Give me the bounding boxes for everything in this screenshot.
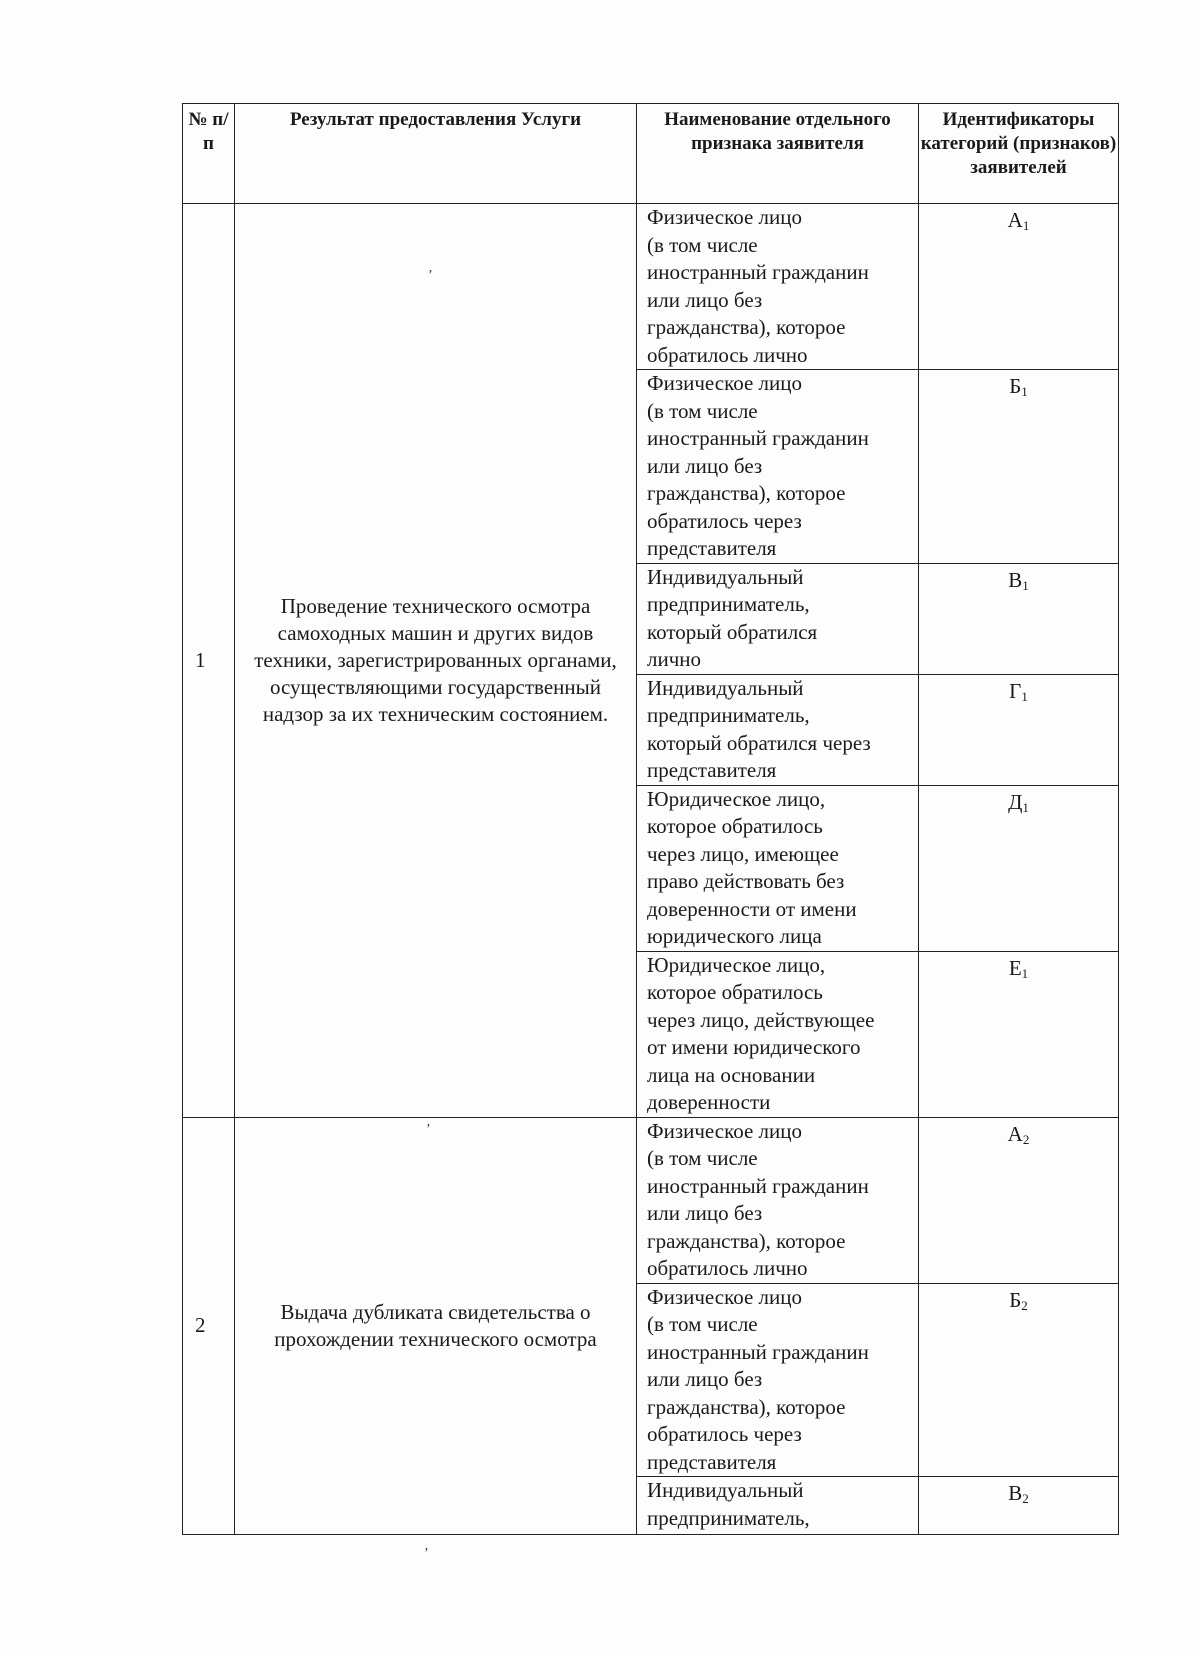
category-identifier bbox=[919, 1477, 1119, 1535]
header-attribute: Наименование отдельного признака заявителя bbox=[637, 104, 919, 204]
identifier-index: 1 bbox=[1022, 218, 1030, 233]
header-identifiers: Идентификаторы категорий (признаков) заявителей bbox=[919, 104, 1119, 204]
table-row bbox=[183, 204, 1119, 370]
identifier-index: 2 bbox=[1022, 1491, 1029, 1506]
service-result: Выдача дубликата свидетельства о прохождении технического осмотра bbox=[235, 1117, 637, 1535]
identifier-letter: Б bbox=[1009, 374, 1022, 398]
applicant-attribute: Юридическое лицо, которое обратилось через лицо, действующее от имени юридического лица на основании доверенности bbox=[637, 951, 919, 1117]
table-row bbox=[183, 1117, 1119, 1283]
identifier-letter: Д bbox=[1008, 789, 1023, 814]
identifier-index: 1 bbox=[1021, 688, 1028, 704]
applicant-attribute: Физическое лицо (в том числе иностранный гражданин или лицо без гражданства), которое обратилось через представителя bbox=[637, 1283, 919, 1477]
identifier-index: 1 bbox=[1022, 799, 1029, 815]
scan-speck: ʼ bbox=[428, 268, 433, 283]
identifier-letter: В bbox=[1008, 1481, 1023, 1505]
identifier-index: 1 bbox=[1022, 577, 1029, 593]
scan-speck: ʼ bbox=[424, 1546, 429, 1561]
identifier-index: 2 bbox=[1021, 1297, 1028, 1313]
service-result: Проведение технического осмотра самоходных машин и других видов техники, зарегистрированных органами, осуществляющими государственный надзор за их техническим состоянием. bbox=[235, 204, 637, 1118]
category-identifier bbox=[919, 563, 1119, 674]
identifier-index: 2 bbox=[1022, 1131, 1030, 1147]
identifier-letter: А bbox=[1007, 208, 1023, 232]
row-number: 1 bbox=[183, 204, 235, 1118]
applicant-categories-table bbox=[182, 103, 1119, 1535]
category-identifier bbox=[919, 370, 1119, 564]
applicant-attribute: Физическое лицо (в том числе иностранный гражданин или лицо без гражданства), которое обратилось через представителя bbox=[637, 370, 919, 564]
category-identifier bbox=[919, 1117, 1119, 1283]
applicant-attribute: Физическое лицо (в том числе иностранный гражданин или лицо без гражданства), которое обратилось лично bbox=[637, 1117, 919, 1283]
applicant-attribute: Индивидуальный предприниматель, который обратился через представителя bbox=[637, 674, 919, 785]
category-identifier bbox=[919, 1283, 1119, 1477]
applicant-attribute: Физическое лицо (в том числе иностранный гражданин или лицо без гражданства), которое обратилось лично bbox=[637, 204, 919, 370]
table-header-row bbox=[183, 104, 1119, 204]
category-identifier bbox=[919, 951, 1119, 1117]
identifier-letter: Е bbox=[1008, 955, 1022, 980]
header-result: Результат предоставления Услуги bbox=[235, 104, 637, 204]
header-num: № п/п bbox=[183, 104, 235, 204]
applicant-attribute: Юридическое лицо, которое обратилось через лицо, имеющее право действовать без доверенности от имени юридического лица bbox=[637, 785, 919, 951]
applicant-attribute: Индивидуальный предприниматель, который обратился лично bbox=[637, 563, 919, 674]
row-number: 2 bbox=[183, 1117, 235, 1535]
category-identifier bbox=[919, 674, 1119, 785]
category-identifier bbox=[919, 204, 1119, 370]
identifier-letter: Б bbox=[1009, 1287, 1022, 1312]
identifier-letter: А bbox=[1007, 1121, 1023, 1146]
identifier-index: 1 bbox=[1021, 384, 1028, 399]
identifier-index: 1 bbox=[1021, 965, 1029, 981]
scan-speck: ʼ bbox=[426, 1122, 431, 1137]
identifier-letter: В bbox=[1008, 567, 1023, 592]
identifier-letter: Г bbox=[1009, 678, 1022, 703]
category-identifier bbox=[919, 785, 1119, 951]
applicant-attribute: Индивидуальный предприниматель, bbox=[637, 1477, 919, 1535]
